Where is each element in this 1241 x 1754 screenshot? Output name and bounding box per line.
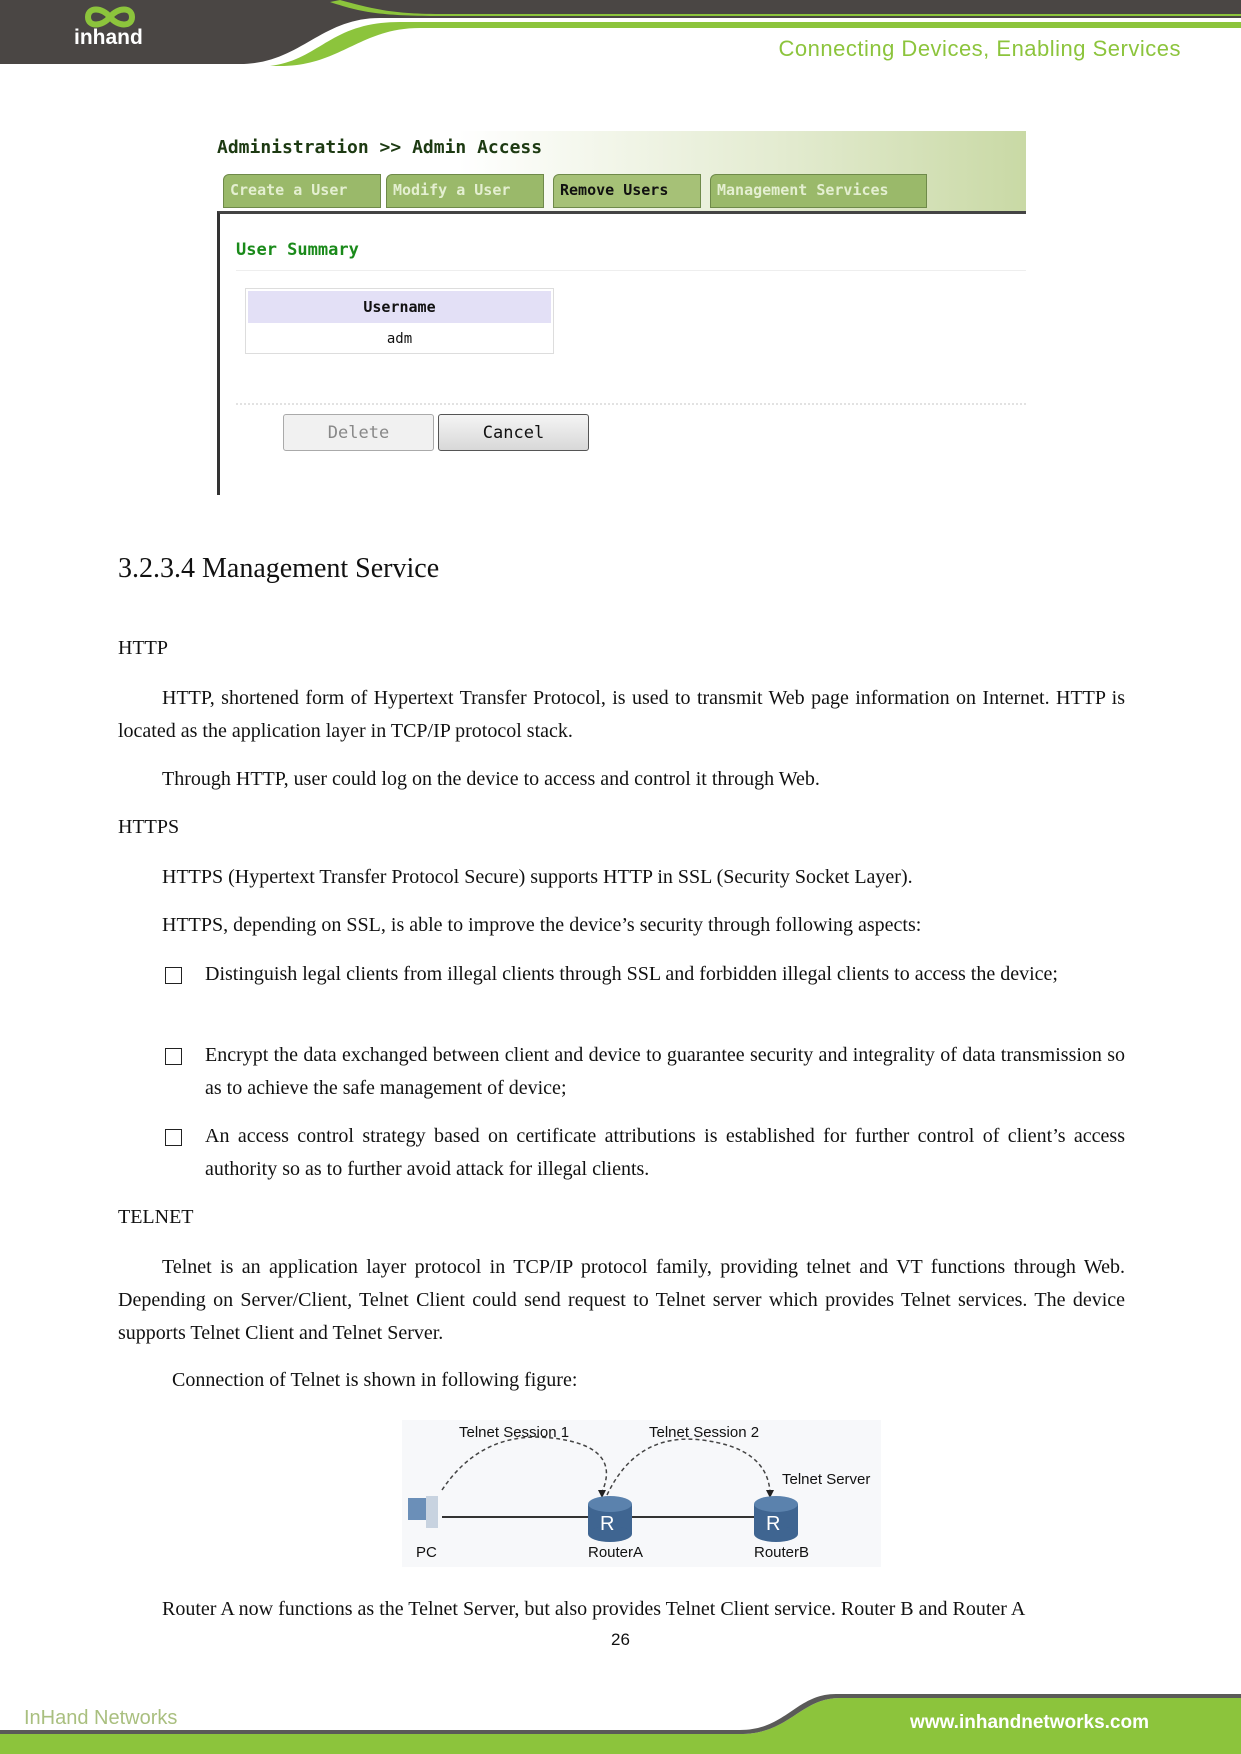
section-heading: 3.2.3.4 Management Service [118,553,440,584]
bullet-text: An access control strategy based on certificate attributions is established for further control of client’s access authority so as to further avoid attack for illegal clients. [205,1125,1125,1180]
user-table [245,288,554,354]
session2-arc [607,1439,770,1495]
pc-label: PC [416,1544,437,1561]
http-paragraph-2: Through HTTP, user could log on the device to access and control it through Web. [162,768,820,790]
section-title: User Summary [236,240,359,260]
bullet-text: Distinguish legal clients from illegal clients through SSL and forbidden illegal clients to access the device; [205,963,1058,985]
session2-label: Telnet Session 2 [649,1424,760,1441]
cancel-button[interactable]: Cancel [438,414,589,451]
table-row[interactable]: adm [386,331,413,347]
telnet-figure [402,1420,881,1567]
dotted-divider [236,403,1026,405]
bullet-text: Encrypt the data exchanged between client and device to guarantee security and integrality of data transmission so as to achieve the safe management of device; [205,1044,1125,1099]
session1-arc [442,1437,606,1492]
telnet-paragraph: Telnet is an application layer protocol in TCP/IP protocol family, providing telnet and VT functions through Web. Depending on Server/Client, Telnet Client could send request to Telnet server which provides Telnet services. The device supports Telnet Client and Telnet Server. [118,1256,1125,1344]
tab-modify-user[interactable]: Modify a User [386,174,544,208]
bullet-item [162,1120,1125,1186]
telnet-label: TELNET [118,1206,194,1228]
pc-icon [408,1496,438,1528]
footer-url[interactable]: www.inhandnetworks.com [910,1712,1149,1733]
delete-button[interactable]: Delete [283,414,434,451]
http-paragraph: HTTP, shortened form of Hypertext Transfer Protocol, is used to transmit Web page information on Internet. HTTP is located as the application layer in TCP/IP protocol stack. [118,687,1125,742]
router-a-label: RouterA [588,1544,644,1561]
telnet-paragraph-2: Connection of Telnet is shown in following figure: [172,1369,578,1391]
router-b-label: RouterB [754,1544,810,1561]
telnet-server-label: Telnet Server [782,1471,871,1488]
checkbox-bullet-icon [165,1129,182,1146]
bullet-item [162,958,1125,991]
page-number: 26 [611,1630,630,1649]
bullet-item [162,1039,1125,1105]
logo-text: inhand [74,26,143,49]
router-b-glyph: R [766,1513,781,1535]
admin-access-screenshot [215,131,1026,495]
divider [236,270,1026,271]
http-label: HTTP [118,637,168,659]
telnet-paragraph-3: Router A now functions as the Telnet Server, but also provides Telnet Client service. Router B and Router A [162,1598,1026,1620]
breadcrumb: Administration >> Admin Access [217,137,543,158]
tab-management-services[interactable]: Management Services [710,174,927,208]
https-paragraph: HTTPS (Hypertext Transfer Protocol Secure) supports HTTP in SSL (Security Socket Layer). [162,866,913,888]
checkbox-bullet-icon [165,967,182,984]
checkbox-bullet-icon [165,1048,182,1065]
content-panel [217,211,1026,495]
https-paragraph-2: HTTPS, depending on SSL, is able to improve the device’s security through following aspects: [162,914,922,936]
column-header-username: Username [248,291,551,323]
tab-remove-users[interactable]: Remove Users [553,174,701,208]
session1-label: Telnet Session 1 [459,1424,570,1441]
header-slogan: Connecting Devices, Enabling Services [778,36,1181,61]
tab-create-user[interactable]: Create a User [223,174,381,208]
router-a-glyph: R [600,1513,615,1535]
footer-company: InHand Networks [24,1707,178,1729]
https-label: HTTPS [118,816,180,838]
